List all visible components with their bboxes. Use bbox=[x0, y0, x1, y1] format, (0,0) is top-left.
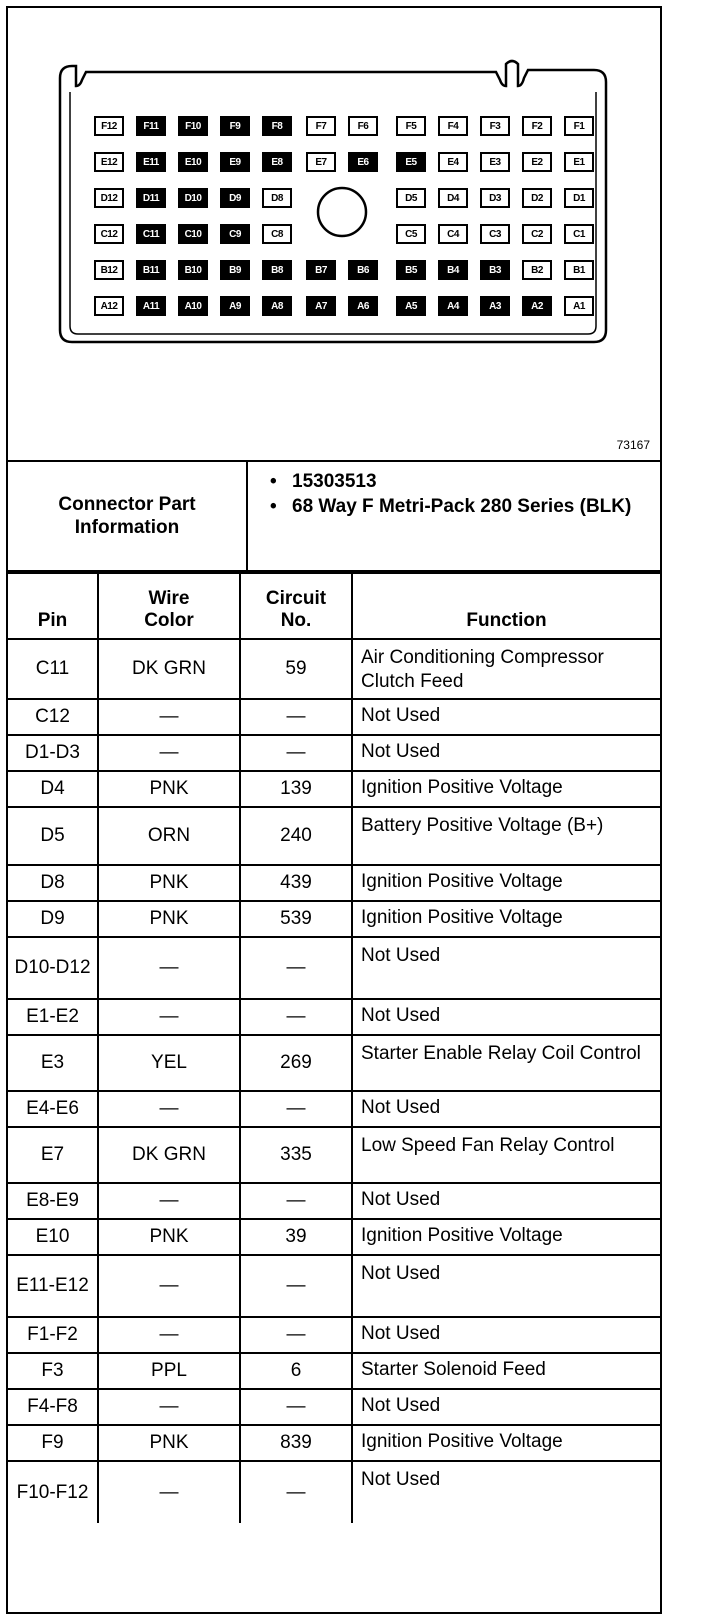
pin-e9: E9 bbox=[220, 152, 250, 172]
cell-function: Not Used bbox=[352, 699, 660, 735]
pin-a2: A2 bbox=[522, 296, 552, 316]
cell-circuit-no: — bbox=[240, 699, 352, 735]
cell-wire: PNK bbox=[98, 1219, 240, 1255]
cell-function: Ignition Positive Voltage bbox=[352, 1219, 660, 1255]
cell-pin: D9 bbox=[8, 901, 98, 937]
cell-circuit-no: — bbox=[240, 1091, 352, 1127]
cell-circuit-no: — bbox=[240, 999, 352, 1035]
cell-pin: C12 bbox=[8, 699, 98, 735]
cell-function: Not Used bbox=[352, 1461, 660, 1523]
cell-wire: — bbox=[98, 937, 240, 999]
pin-e8: E8 bbox=[262, 152, 292, 172]
table-header-row bbox=[8, 573, 660, 639]
cell-circuit-no: 439 bbox=[240, 865, 352, 901]
pin-e4: E4 bbox=[438, 152, 468, 172]
cell-wire: — bbox=[98, 1183, 240, 1219]
pin-b9: B9 bbox=[220, 260, 250, 280]
table-row bbox=[8, 699, 660, 735]
cell-pin: D10-D12 bbox=[8, 937, 98, 999]
pin-b2: B2 bbox=[522, 260, 552, 280]
cell-circuit-no: 6 bbox=[240, 1353, 352, 1389]
cell-wire: PNK bbox=[98, 1425, 240, 1461]
cell-function: Not Used bbox=[352, 999, 660, 1035]
table-row bbox=[8, 1183, 660, 1219]
table-row bbox=[8, 1091, 660, 1127]
cell-wire: — bbox=[98, 1461, 240, 1523]
cell-function: Air Conditioning Compressor Clutch Feed bbox=[352, 639, 660, 699]
pin-a10: A10 bbox=[178, 296, 208, 316]
pin-e11: E11 bbox=[136, 152, 166, 172]
cell-circuit-no: — bbox=[240, 937, 352, 999]
pin-f3: F3 bbox=[480, 116, 510, 136]
pin-c11: C11 bbox=[136, 224, 166, 244]
pin-f5: F5 bbox=[396, 116, 426, 136]
table-row bbox=[8, 1219, 660, 1255]
pin-a9: A9 bbox=[220, 296, 250, 316]
pin-f6: F6 bbox=[348, 116, 378, 136]
cell-circuit-no: 139 bbox=[240, 771, 352, 807]
connector-description: • 68 Way F Metri-Pack 280 Series (BLK) bbox=[270, 495, 642, 518]
header-pin: Pin bbox=[8, 573, 98, 639]
cell-function: Ignition Positive Voltage bbox=[352, 1425, 660, 1461]
cell-wire: — bbox=[98, 699, 240, 735]
pin-b1: B1 bbox=[564, 260, 594, 280]
cell-wire: YEL bbox=[98, 1035, 240, 1091]
pin-e12: E12 bbox=[94, 152, 124, 172]
table-row bbox=[8, 865, 660, 901]
table-row bbox=[8, 901, 660, 937]
cell-circuit-no: 240 bbox=[240, 807, 352, 865]
pin-c10: C10 bbox=[178, 224, 208, 244]
pin-c3: C3 bbox=[480, 224, 510, 244]
cell-function: Starter Solenoid Feed bbox=[352, 1353, 660, 1389]
pin-b3: B3 bbox=[480, 260, 510, 280]
pin-d4: D4 bbox=[438, 188, 468, 208]
pin-c5: C5 bbox=[396, 224, 426, 244]
cell-wire: — bbox=[98, 1317, 240, 1353]
pin-c1: C1 bbox=[564, 224, 594, 244]
connector-sheet bbox=[6, 6, 662, 1614]
pin-b4: B4 bbox=[438, 260, 468, 280]
connector-diagram bbox=[8, 8, 660, 462]
cell-wire: PPL bbox=[98, 1353, 240, 1389]
cell-wire: PNK bbox=[98, 865, 240, 901]
cell-wire: — bbox=[98, 1389, 240, 1425]
cell-function: Battery Positive Voltage (B+) bbox=[352, 807, 660, 865]
cell-pin: E4-E6 bbox=[8, 1091, 98, 1127]
pin-b8: B8 bbox=[262, 260, 292, 280]
pin-e1: E1 bbox=[564, 152, 594, 172]
table-row bbox=[8, 1035, 660, 1091]
pin-f8: F8 bbox=[262, 116, 292, 136]
pin-e7: E7 bbox=[306, 152, 336, 172]
pin-c8: C8 bbox=[262, 224, 292, 244]
cell-pin: D1-D3 bbox=[8, 735, 98, 771]
pin-b6: B6 bbox=[348, 260, 378, 280]
cell-wire: — bbox=[98, 1091, 240, 1127]
pin-a5: A5 bbox=[396, 296, 426, 316]
pin-f2: F2 bbox=[522, 116, 552, 136]
pin-d3: D3 bbox=[480, 188, 510, 208]
part-number: • 15303513 bbox=[270, 470, 642, 493]
pin-b10: B10 bbox=[178, 260, 208, 280]
cell-pin: C11 bbox=[8, 639, 98, 699]
info-label-line2: Information bbox=[74, 517, 180, 538]
cell-wire: ORN bbox=[98, 807, 240, 865]
table-row bbox=[8, 999, 660, 1035]
pin-c9: C9 bbox=[220, 224, 250, 244]
table-row bbox=[8, 1127, 660, 1183]
figure-number: 73167 bbox=[616, 438, 650, 452]
cell-pin: E3 bbox=[8, 1035, 98, 1091]
cell-circuit-no: — bbox=[240, 1389, 352, 1425]
pin-a11: A11 bbox=[136, 296, 166, 316]
pin-e2: E2 bbox=[522, 152, 552, 172]
cell-circuit-no: — bbox=[240, 735, 352, 771]
info-label-line1: Connector Part bbox=[58, 494, 196, 515]
pin-f7: F7 bbox=[306, 116, 336, 136]
cell-pin: F4-F8 bbox=[8, 1389, 98, 1425]
cell-pin: F3 bbox=[8, 1353, 98, 1389]
header-wire-color: Wire Color bbox=[98, 573, 240, 639]
table-row bbox=[8, 735, 660, 771]
pin-c4: C4 bbox=[438, 224, 468, 244]
cell-function: Ignition Positive Voltage bbox=[352, 901, 660, 937]
table-row bbox=[8, 1255, 660, 1317]
table-row bbox=[8, 639, 660, 699]
pin-a7: A7 bbox=[306, 296, 336, 316]
pin-a8: A8 bbox=[262, 296, 292, 316]
cell-pin: D8 bbox=[8, 865, 98, 901]
cell-wire: — bbox=[98, 1255, 240, 1317]
table-row bbox=[8, 1461, 660, 1523]
table-row bbox=[8, 807, 660, 865]
pin-f10: F10 bbox=[178, 116, 208, 136]
pin-f11: F11 bbox=[136, 116, 166, 136]
cell-pin: D4 bbox=[8, 771, 98, 807]
cell-wire: DK GRN bbox=[98, 639, 240, 699]
pin-b11: B11 bbox=[136, 260, 166, 280]
table-row bbox=[8, 771, 660, 807]
cell-wire: — bbox=[98, 999, 240, 1035]
table-row bbox=[8, 1317, 660, 1353]
pin-d9: D9 bbox=[220, 188, 250, 208]
table-row bbox=[8, 1425, 660, 1461]
cell-pin: D5 bbox=[8, 807, 98, 865]
cell-pin: E10 bbox=[8, 1219, 98, 1255]
pin-b12: B12 bbox=[94, 260, 124, 280]
cell-circuit-no: — bbox=[240, 1461, 352, 1523]
table-row bbox=[8, 1353, 660, 1389]
cell-function: Low Speed Fan Relay Control bbox=[352, 1127, 660, 1183]
cell-pin: E8-E9 bbox=[8, 1183, 98, 1219]
cell-circuit-no: 839 bbox=[240, 1425, 352, 1461]
cell-function: Ignition Positive Voltage bbox=[352, 771, 660, 807]
header-circuit-no: Circuit No. bbox=[240, 573, 352, 639]
pin-c12: C12 bbox=[94, 224, 124, 244]
pin-d12: D12 bbox=[94, 188, 124, 208]
cell-circuit-no: 539 bbox=[240, 901, 352, 937]
cell-circuit-no: 59 bbox=[240, 639, 352, 699]
cell-function: Not Used bbox=[352, 1317, 660, 1353]
cell-wire: — bbox=[98, 735, 240, 771]
cell-pin: E11-E12 bbox=[8, 1255, 98, 1317]
header-function: Function bbox=[352, 573, 660, 639]
pinout-rows bbox=[8, 639, 660, 1523]
cell-function: Ignition Positive Voltage bbox=[352, 865, 660, 901]
cell-function: Not Used bbox=[352, 937, 660, 999]
info-list bbox=[270, 470, 642, 518]
cell-circuit-no: 269 bbox=[240, 1035, 352, 1091]
table-row bbox=[8, 1389, 660, 1425]
pin-f9: F9 bbox=[220, 116, 250, 136]
pin-f12: F12 bbox=[94, 116, 124, 136]
cell-circuit-no: 335 bbox=[240, 1127, 352, 1183]
pin-b7: B7 bbox=[306, 260, 336, 280]
cell-wire: PNK bbox=[98, 901, 240, 937]
cell-function: Not Used bbox=[352, 1091, 660, 1127]
pin-d10: D10 bbox=[178, 188, 208, 208]
pin-d5: D5 bbox=[396, 188, 426, 208]
cell-function: Not Used bbox=[352, 735, 660, 771]
pin-f1: F1 bbox=[564, 116, 594, 136]
pin-a12: A12 bbox=[94, 296, 124, 316]
cell-pin: E1-E2 bbox=[8, 999, 98, 1035]
cell-circuit-no: — bbox=[240, 1317, 352, 1353]
cell-function: Not Used bbox=[352, 1183, 660, 1219]
cell-function: Starter Enable Relay Coil Control bbox=[352, 1035, 660, 1091]
cell-pin: F1-F2 bbox=[8, 1317, 98, 1353]
pin-d8: D8 bbox=[262, 188, 292, 208]
pin-d1: D1 bbox=[564, 188, 594, 208]
pin-e6: E6 bbox=[348, 152, 378, 172]
pinout-table bbox=[8, 572, 660, 1523]
pin-c2: C2 bbox=[522, 224, 552, 244]
pin-f4: F4 bbox=[438, 116, 468, 136]
cell-function: Not Used bbox=[352, 1389, 660, 1425]
pin-e5: E5 bbox=[396, 152, 426, 172]
pin-e10: E10 bbox=[178, 152, 208, 172]
table-row bbox=[8, 937, 660, 999]
cell-pin: E7 bbox=[8, 1127, 98, 1183]
cell-function: Not Used bbox=[352, 1255, 660, 1317]
cell-wire: PNK bbox=[98, 771, 240, 807]
pin-a3: A3 bbox=[480, 296, 510, 316]
pin-d11: D11 bbox=[136, 188, 166, 208]
pin-a4: A4 bbox=[438, 296, 468, 316]
cell-wire: DK GRN bbox=[98, 1127, 240, 1183]
connector-part-info bbox=[8, 462, 660, 572]
keying-hole bbox=[318, 188, 366, 236]
cell-circuit-no: — bbox=[240, 1255, 352, 1317]
pin-d2: D2 bbox=[522, 188, 552, 208]
pin-a6: A6 bbox=[348, 296, 378, 316]
cell-pin: F9 bbox=[8, 1425, 98, 1461]
cell-pin: F10-F12 bbox=[8, 1461, 98, 1523]
info-label bbox=[8, 462, 248, 570]
cell-circuit-no: 39 bbox=[240, 1219, 352, 1255]
cell-circuit-no: — bbox=[240, 1183, 352, 1219]
pin-a1: A1 bbox=[564, 296, 594, 316]
pin-b5: B5 bbox=[396, 260, 426, 280]
pin-e3: E3 bbox=[480, 152, 510, 172]
